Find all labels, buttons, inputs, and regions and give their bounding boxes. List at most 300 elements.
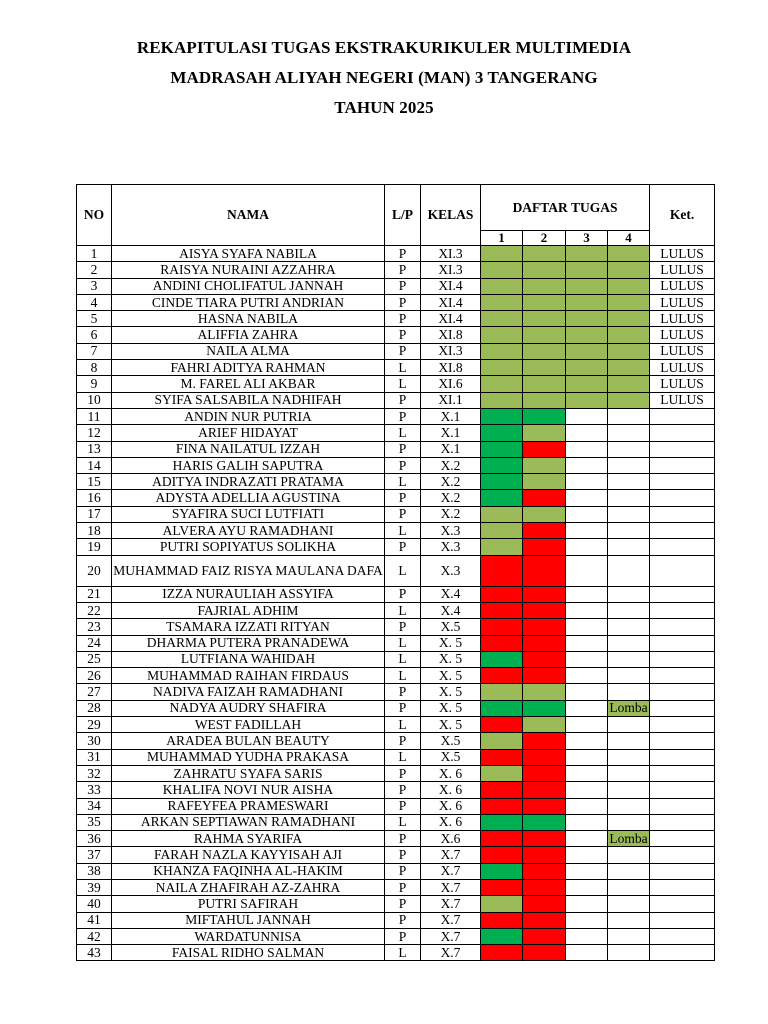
cell-nama: KHANZA FAQINHA AL-HAKIM (112, 863, 385, 879)
table-row (77, 668, 715, 684)
cell-nama: PUTRI SAFIRAH (112, 896, 385, 912)
cell-tugas-1 (481, 847, 523, 863)
cell-ket (650, 506, 715, 522)
header-ket: Ket. (650, 185, 715, 246)
cell-tugas-2 (523, 441, 566, 457)
cell-kelas: X.7 (421, 896, 481, 912)
cell-tugas-3 (566, 684, 608, 700)
cell-no: 40 (77, 896, 112, 912)
cell-nama: FAISAL RIDHO SALMAN (112, 945, 385, 961)
cell-kelas: X. 5 (421, 700, 481, 716)
table-row (77, 912, 715, 928)
table-row (77, 262, 715, 278)
cell-tugas-1 (481, 408, 523, 424)
cell-kelas: XI.8 (421, 360, 481, 376)
table-row (77, 539, 715, 555)
cell-tugas-4 (608, 376, 650, 392)
cell-tugas-2 (523, 360, 566, 376)
cell-tugas-1 (481, 945, 523, 961)
cell-no: 13 (77, 441, 112, 457)
cell-tugas-2 (523, 392, 566, 408)
cell-tugas-1 (481, 668, 523, 684)
cell-tugas-4 (608, 278, 650, 294)
cell-tugas-1 (481, 311, 523, 327)
cell-tugas-3 (566, 474, 608, 490)
table-row (77, 376, 715, 392)
cell-kelas: X.3 (421, 539, 481, 555)
cell-no: 26 (77, 668, 112, 684)
cell-tugas-2 (523, 490, 566, 506)
cell-kelas: XI.4 (421, 311, 481, 327)
table-row (77, 506, 715, 522)
cell-kelas: X.5 (421, 749, 481, 765)
cell-ket: LULUS (650, 246, 715, 262)
cell-no: 25 (77, 651, 112, 667)
cell-kelas: X.7 (421, 928, 481, 944)
cell-kelas: XI.3 (421, 262, 481, 278)
cell-tugas-1 (481, 912, 523, 928)
cell-no: 31 (77, 749, 112, 765)
cell-tugas-4 (608, 392, 650, 408)
cell-tugas-2 (523, 896, 566, 912)
cell-tugas-4 (608, 360, 650, 376)
cell-tugas-4 (608, 555, 650, 586)
cell-tugas-3 (566, 343, 608, 359)
cell-kelas: X.4 (421, 602, 481, 618)
cell-lp: P (385, 912, 421, 928)
cell-no: 15 (77, 474, 112, 490)
table-row (77, 635, 715, 651)
cell-tugas-4 (608, 506, 650, 522)
cell-ket (650, 474, 715, 490)
cell-tugas-2 (523, 555, 566, 586)
table-row (77, 814, 715, 830)
cell-lp: P (385, 879, 421, 895)
cell-ket (650, 441, 715, 457)
cell-kelas: XI.6 (421, 376, 481, 392)
cell-tugas-2 (523, 831, 566, 847)
cell-ket: LULUS (650, 311, 715, 327)
cell-kelas: X.7 (421, 863, 481, 879)
cell-ket (650, 523, 715, 539)
cell-tugas-4 (608, 602, 650, 618)
cell-nama: MUHAMMAD FAIZ RISYA MAULANA DAFA (112, 555, 385, 586)
table-row (77, 928, 715, 944)
cell-nama: RAHMA SYARIFA (112, 831, 385, 847)
table-row (77, 651, 715, 667)
cell-tugas-4 (608, 246, 650, 262)
cell-nama: NAILA ZHAFIRAH AZ-ZAHRA (112, 879, 385, 895)
cell-lp: P (385, 863, 421, 879)
cell-lp: P (385, 782, 421, 798)
cell-no: 22 (77, 602, 112, 618)
cell-no: 19 (77, 539, 112, 555)
table-row (77, 278, 715, 294)
cell-tugas-4 (608, 733, 650, 749)
cell-nama: ANDINI CHOLIFATUL JANNAH (112, 278, 385, 294)
cell-tugas-1 (481, 700, 523, 716)
cell-lp: L (385, 635, 421, 651)
cell-no: 23 (77, 619, 112, 635)
table-row (77, 441, 715, 457)
cell-nama: FARAH NAZLA KAYYISAH AJI (112, 847, 385, 863)
cell-kelas: X.1 (421, 408, 481, 424)
cell-lp: L (385, 474, 421, 490)
cell-tugas-3 (566, 717, 608, 733)
cell-tugas-3 (566, 246, 608, 262)
cell-nama: ADYSTA ADELLIA AGUSTINA (112, 490, 385, 506)
cell-tugas-4 (608, 343, 650, 359)
table-row (77, 523, 715, 539)
cell-tugas-4 (608, 863, 650, 879)
cell-lp: L (385, 945, 421, 961)
cell-tugas-2 (523, 523, 566, 539)
cell-kelas: X. 6 (421, 765, 481, 781)
cell-tugas-1 (481, 717, 523, 733)
cell-nama: DHARMA PUTERA PRANADEWA (112, 635, 385, 651)
cell-tugas-2 (523, 457, 566, 473)
table-row (77, 408, 715, 424)
cell-tugas-3 (566, 847, 608, 863)
cell-tugas-3 (566, 928, 608, 944)
cell-ket (650, 717, 715, 733)
cell-no: 12 (77, 425, 112, 441)
cell-kelas: X. 5 (421, 651, 481, 667)
cell-tugas-2 (523, 717, 566, 733)
cell-no: 33 (77, 782, 112, 798)
cell-tugas-3 (566, 539, 608, 555)
cell-ket (650, 733, 715, 749)
cell-lp: L (385, 360, 421, 376)
cell-tugas-4 (608, 798, 650, 814)
cell-ket (650, 635, 715, 651)
cell-nama: KHALIFA NOVI NUR AISHA (112, 782, 385, 798)
cell-ket: LULUS (650, 327, 715, 343)
table-row (77, 945, 715, 961)
cell-tugas-1 (481, 602, 523, 618)
cell-tugas-4 (608, 782, 650, 798)
cell-tugas-4 (608, 327, 650, 343)
cell-tugas-3 (566, 278, 608, 294)
table-row (77, 474, 715, 490)
cell-nama: FAJRIAL ADHIM (112, 602, 385, 618)
cell-kelas: X.1 (421, 441, 481, 457)
cell-no: 34 (77, 798, 112, 814)
cell-kelas: X.2 (421, 474, 481, 490)
cell-ket (650, 700, 715, 716)
cell-no: 38 (77, 863, 112, 879)
table-row (77, 879, 715, 895)
cell-ket (650, 896, 715, 912)
table-row (77, 749, 715, 765)
cell-tugas-4 (608, 457, 650, 473)
cell-nama: NADIVA FAIZAH RAMADHANI (112, 684, 385, 700)
table-row (77, 586, 715, 602)
cell-no: 7 (77, 343, 112, 359)
cell-tugas-1 (481, 635, 523, 651)
table-row (77, 457, 715, 473)
cell-tugas-1 (481, 474, 523, 490)
cell-tugas-3 (566, 425, 608, 441)
cell-tugas-2 (523, 651, 566, 667)
table-header-row (77, 185, 715, 231)
cell-lp: P (385, 262, 421, 278)
cell-no: 14 (77, 457, 112, 473)
table-row (77, 798, 715, 814)
cell-tugas-3 (566, 912, 608, 928)
cell-kelas: X.7 (421, 912, 481, 928)
cell-tugas-1 (481, 879, 523, 895)
cell-nama: TSAMARA IZZATI RITYAN (112, 619, 385, 635)
cell-kelas: XI.4 (421, 278, 481, 294)
cell-tugas-4 (608, 928, 650, 944)
cell-lp: P (385, 343, 421, 359)
cell-nama: NAILA ALMA (112, 343, 385, 359)
cell-lp: L (385, 523, 421, 539)
cell-nama: ARADEA BULAN BEAUTY (112, 733, 385, 749)
cell-tugas-3 (566, 262, 608, 278)
cell-nama: CINDE TIARA PUTRI ANDRIAN (112, 294, 385, 310)
cell-tugas-4 (608, 945, 650, 961)
cell-kelas: XI.1 (421, 392, 481, 408)
cell-nama: ANDIN NUR PUTRIA (112, 408, 385, 424)
cell-tugas-1 (481, 376, 523, 392)
cell-lp: P (385, 798, 421, 814)
table-body (77, 246, 715, 961)
table-row (77, 896, 715, 912)
header-tugas-2: 2 (523, 231, 566, 246)
cell-tugas-1 (481, 343, 523, 359)
cell-tugas-3 (566, 441, 608, 457)
cell-nama: MUHAMMAD YUDHA PRAKASA (112, 749, 385, 765)
cell-tugas-4 (608, 586, 650, 602)
cell-lp: P (385, 619, 421, 635)
cell-lp: P (385, 457, 421, 473)
cell-tugas-1 (481, 392, 523, 408)
cell-kelas: X. 5 (421, 668, 481, 684)
cell-tugas-4 (608, 717, 650, 733)
cell-lp: L (385, 376, 421, 392)
cell-kelas: X.2 (421, 490, 481, 506)
cell-tugas-1 (481, 262, 523, 278)
cell-ket (650, 408, 715, 424)
cell-no: 11 (77, 408, 112, 424)
cell-kelas: XI.8 (421, 327, 481, 343)
table-row (77, 327, 715, 343)
cell-no: 36 (77, 831, 112, 847)
cell-ket (650, 945, 715, 961)
table-row (77, 246, 715, 262)
table-row (77, 684, 715, 700)
cell-tugas-3 (566, 376, 608, 392)
cell-tugas-2 (523, 912, 566, 928)
cell-no: 41 (77, 912, 112, 928)
cell-no: 21 (77, 586, 112, 602)
cell-lp: L (385, 555, 421, 586)
cell-ket (650, 912, 715, 928)
table-row (77, 765, 715, 781)
cell-nama: ARKAN SEPTIAWAN RAMADHANI (112, 814, 385, 830)
cell-tugas-2 (523, 635, 566, 651)
cell-kelas: X. 5 (421, 717, 481, 733)
header-tugas-1: 1 (481, 231, 523, 246)
cell-no: 20 (77, 555, 112, 586)
cell-ket (650, 457, 715, 473)
cell-ket (650, 847, 715, 863)
cell-kelas: X.7 (421, 847, 481, 863)
table-row (77, 490, 715, 506)
cell-tugas-1 (481, 798, 523, 814)
cell-lp: P (385, 733, 421, 749)
cell-tugas-3 (566, 733, 608, 749)
table-row (77, 700, 715, 716)
cell-no: 18 (77, 523, 112, 539)
cell-tugas-2 (523, 700, 566, 716)
cell-tugas-4 (608, 425, 650, 441)
cell-tugas-4 (608, 441, 650, 457)
cell-nama: ARIEF HIDAYAT (112, 425, 385, 441)
table-row (77, 863, 715, 879)
cell-tugas-1 (481, 539, 523, 555)
cell-tugas-2 (523, 945, 566, 961)
cell-kelas: X.3 (421, 555, 481, 586)
cell-tugas-3 (566, 635, 608, 651)
cell-no: 17 (77, 506, 112, 522)
cell-lp: P (385, 246, 421, 262)
cell-nama: SYIFA SALSABILA NADHIFAH (112, 392, 385, 408)
cell-tugas-2 (523, 733, 566, 749)
header-daftar-tugas: DAFTAR TUGAS (481, 185, 650, 231)
table-row (77, 343, 715, 359)
cell-tugas-1 (481, 749, 523, 765)
cell-ket: LULUS (650, 360, 715, 376)
cell-tugas-1 (481, 586, 523, 602)
cell-no: 6 (77, 327, 112, 343)
document-title-line-1: REKAPITULASI TUGAS EKSTRAKURIKULER MULTIMEDIA (136, 38, 632, 57)
cell-tugas-1 (481, 765, 523, 781)
table-row (77, 717, 715, 733)
cell-tugas-2 (523, 425, 566, 441)
cell-no: 16 (77, 490, 112, 506)
cell-tugas-2 (523, 619, 566, 635)
cell-tugas-1 (481, 928, 523, 944)
cell-nama: AISYA SYAFA NABILA (112, 246, 385, 262)
cell-kelas: XI.4 (421, 294, 481, 310)
cell-tugas-4 (608, 523, 650, 539)
cell-tugas-3 (566, 879, 608, 895)
cell-tugas-1 (481, 294, 523, 310)
cell-ket (650, 602, 715, 618)
cell-tugas-3 (566, 798, 608, 814)
cell-kelas: X.2 (421, 457, 481, 473)
cell-tugas-4 (608, 684, 650, 700)
cell-lp: L (385, 749, 421, 765)
cell-kelas: X.7 (421, 945, 481, 961)
cell-lp: P (385, 506, 421, 522)
table-row (77, 831, 715, 847)
cell-lp: P (385, 928, 421, 944)
cell-lp: P (385, 847, 421, 863)
cell-tugas-3 (566, 311, 608, 327)
cell-kelas: X.2 (421, 506, 481, 522)
header-no: NO (77, 185, 112, 246)
cell-ket (650, 928, 715, 944)
cell-tugas-4: Lomba (609, 830, 648, 846)
cell-tugas-3 (566, 831, 608, 847)
cell-tugas-4: Lomba (609, 700, 648, 716)
cell-tugas-2 (523, 327, 566, 343)
cell-tugas-3 (566, 360, 608, 376)
cell-tugas-4 (608, 847, 650, 863)
cell-tugas-4 (608, 262, 650, 278)
cell-nama: RAFEYFEA PRAMESWARI (112, 798, 385, 814)
cell-tugas-2 (523, 814, 566, 830)
cell-tugas-2 (523, 294, 566, 310)
cell-nama: SYAFIRA SUCI LUTFIATI (112, 506, 385, 522)
cell-kelas: X.5 (421, 619, 481, 635)
cell-tugas-3 (566, 749, 608, 765)
cell-tugas-1 (481, 896, 523, 912)
cell-tugas-1 (481, 782, 523, 798)
cell-nama: MUHAMMAD RAIHAN FIRDAUS (112, 668, 385, 684)
cell-tugas-2 (523, 376, 566, 392)
cell-tugas-2 (523, 928, 566, 944)
cell-lp: P (385, 700, 421, 716)
cell-nama: LUTFIANA WAHIDAH (112, 651, 385, 667)
cell-nama: IZZA NURAULIAH ASSYIFA (112, 586, 385, 602)
cell-tugas-2 (523, 879, 566, 895)
cell-tugas-1 (481, 619, 523, 635)
cell-ket (650, 555, 715, 586)
cell-lp: P (385, 327, 421, 343)
cell-tugas-4 (608, 879, 650, 895)
cell-tugas-4 (608, 311, 650, 327)
header-kelas: KELAS (421, 185, 481, 246)
cell-no: 2 (77, 262, 112, 278)
table-row (77, 392, 715, 408)
cell-tugas-4 (608, 474, 650, 490)
cell-kelas: X. 6 (421, 782, 481, 798)
cell-tugas-2 (523, 539, 566, 555)
cell-lp: P (385, 765, 421, 781)
cell-nama: ZAHRATU SYAFA SARIS (112, 765, 385, 781)
cell-tugas-4 (608, 651, 650, 667)
cell-no: 37 (77, 847, 112, 863)
cell-tugas-4 (608, 539, 650, 555)
cell-tugas-3 (566, 490, 608, 506)
cell-lp: L (385, 602, 421, 618)
cell-tugas-2 (523, 474, 566, 490)
cell-tugas-2 (523, 246, 566, 262)
cell-tugas-3 (566, 602, 608, 618)
cell-tugas-3 (566, 392, 608, 408)
cell-tugas-4 (608, 668, 650, 684)
cell-tugas-3 (566, 668, 608, 684)
cell-kelas: X. 6 (421, 798, 481, 814)
cell-tugas-2 (523, 684, 566, 700)
cell-lp: L (385, 651, 421, 667)
cell-ket (650, 651, 715, 667)
table-row (77, 555, 715, 586)
table-row (77, 782, 715, 798)
document-title-line-2: MADRASAH ALIYAH NEGERI (MAN) 3 TANGERANG (170, 68, 598, 87)
cell-lp: L (385, 425, 421, 441)
cell-ket: LULUS (650, 278, 715, 294)
header-lp: L/P (385, 185, 421, 246)
cell-ket (650, 586, 715, 602)
cell-no: 24 (77, 635, 112, 651)
cell-lp: P (385, 294, 421, 310)
